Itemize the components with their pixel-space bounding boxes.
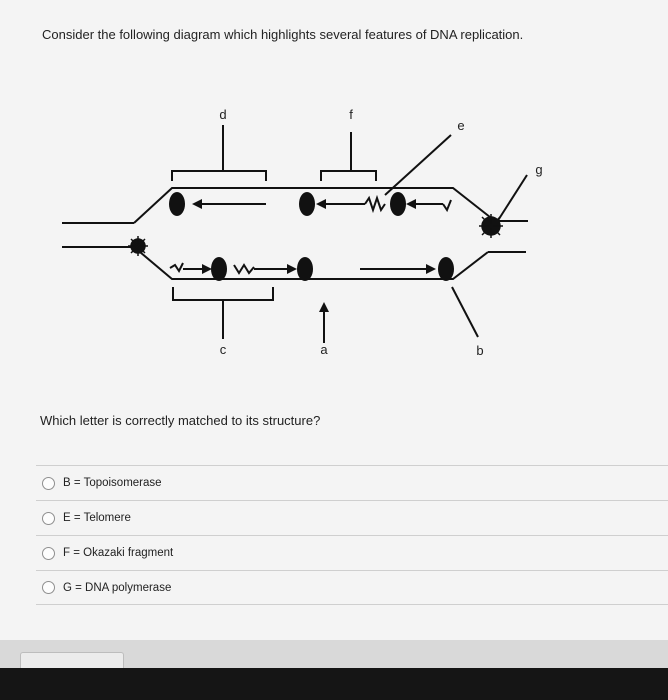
label-d: d <box>219 107 227 122</box>
lower-arrowhead-1 <box>202 264 212 274</box>
lower-polymerase-2 <box>297 257 313 281</box>
upper-primer-1 <box>365 198 385 210</box>
lower-polymerase-1 <box>211 257 227 281</box>
answer-option-f[interactable] <box>36 535 668 570</box>
answer-option-label: E = Telomere <box>63 512 131 524</box>
label-b: b <box>476 343 484 358</box>
label-c-bracket <box>173 287 273 300</box>
question-title: Consider the following diagram which highlights several features of DNA replication. <box>42 27 524 42</box>
label-f: f <box>349 107 353 122</box>
radio-button[interactable] <box>42 547 55 560</box>
answer-option-label: G = DNA polymerase <box>63 581 172 594</box>
label-e: e <box>457 118 465 133</box>
upper-primer-2 <box>443 200 451 210</box>
label-e-pointer <box>385 135 451 195</box>
answer-option-b[interactable] <box>36 465 668 500</box>
answer-option-g[interactable] <box>36 570 668 605</box>
upper-arrowhead-3 <box>406 199 416 209</box>
upper-polymerase-3 <box>390 192 406 216</box>
answer-option-label: B = Topoisomerase <box>63 477 162 489</box>
label-a: a <box>320 342 328 357</box>
label-c: c <box>219 342 227 357</box>
radio-button[interactable] <box>42 512 55 525</box>
lower-polymerase-3 <box>438 257 454 281</box>
upper-arrowhead-2 <box>316 199 326 209</box>
lower-arrowhead-3 <box>426 264 436 274</box>
label-a-arrowhead <box>319 302 329 312</box>
footer-bar <box>0 668 668 700</box>
upper-polymerase-1 <box>169 192 185 216</box>
lower-primer-1 <box>170 263 183 271</box>
question-prompt: Which letter is correctly matched to its structure? <box>40 413 321 428</box>
dna-replication-diagram <box>0 95 668 370</box>
lower-primer-2 <box>234 265 254 273</box>
radio-button[interactable] <box>42 477 55 490</box>
label-f-bracket <box>321 171 376 181</box>
answer-option-label: F = Okazaki fragment <box>63 547 174 559</box>
label-g: g <box>535 162 543 177</box>
answer-options <box>36 465 668 605</box>
label-g-pointer <box>497 175 527 222</box>
lower-arrowhead-2 <box>287 264 297 274</box>
upper-arrowhead-1 <box>192 199 202 209</box>
answer-option-e[interactable] <box>36 500 668 535</box>
radio-button[interactable] <box>42 581 55 594</box>
label-b-pointer <box>452 287 478 337</box>
label-d-bracket <box>172 171 266 181</box>
upper-polymerase-2 <box>299 192 315 216</box>
